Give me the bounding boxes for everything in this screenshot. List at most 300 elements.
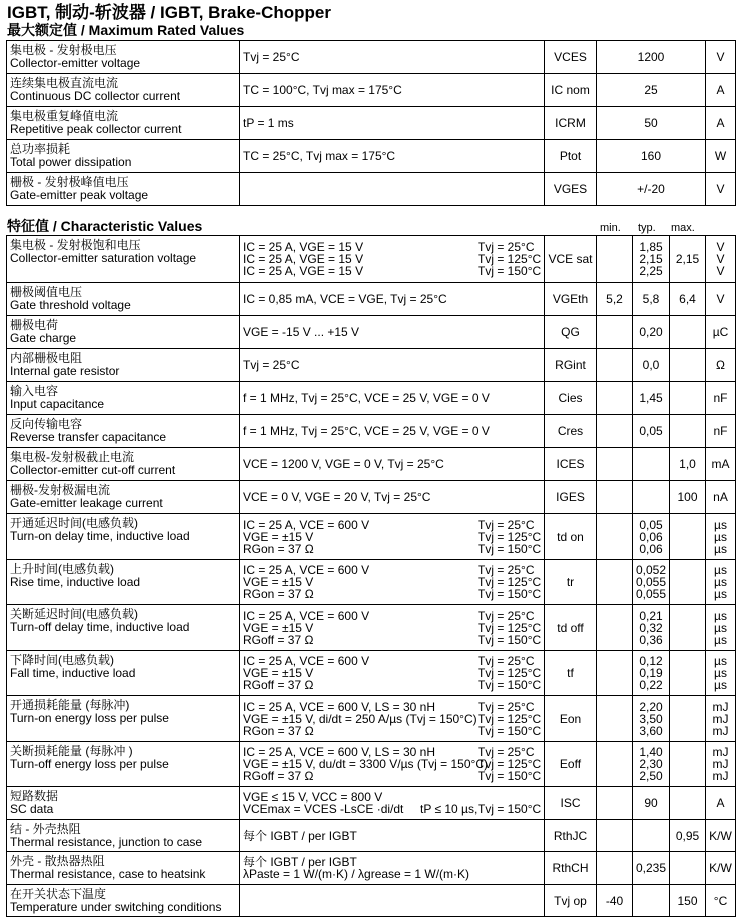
value-typ xyxy=(633,236,670,283)
cell-line: 0,12 xyxy=(639,654,663,668)
param-unit xyxy=(706,316,736,349)
param-name-cn: 栅极阈值电压 xyxy=(10,285,83,299)
cell-line xyxy=(670,359,705,371)
temperature-condition: Tvj = 25°C xyxy=(478,240,535,254)
param-name-en: Collector-emitter voltage xyxy=(10,56,141,70)
value-max xyxy=(670,885,706,917)
temperature-condition: Tvj = 125°C xyxy=(478,620,542,635)
cell-line: 0,22 xyxy=(639,678,663,692)
cell-line: 6,4 xyxy=(679,292,696,306)
param-description xyxy=(7,885,240,917)
value-typ xyxy=(633,605,670,651)
value-typ xyxy=(633,696,670,742)
cell-line: 0,05 xyxy=(639,424,663,438)
param-unit: A xyxy=(706,74,736,107)
cell-line: µs xyxy=(714,541,727,556)
param-unit xyxy=(706,283,736,316)
value-typ xyxy=(633,820,670,852)
param-name-cn: 下降时间(电感负载) xyxy=(10,653,114,667)
table-row xyxy=(7,140,736,173)
value-max xyxy=(670,415,706,448)
param-symbol: IGES xyxy=(545,481,597,514)
cell-line: mJ xyxy=(712,711,729,726)
temperature-condition: Tvj = 25°C xyxy=(478,654,535,668)
value-min xyxy=(597,481,633,514)
cell-line: mA xyxy=(711,457,730,471)
value-typ xyxy=(633,787,670,820)
table-row xyxy=(7,651,736,696)
value-min xyxy=(597,236,633,283)
param-unit xyxy=(706,742,736,787)
table-row xyxy=(7,382,736,415)
param-value: 1200 xyxy=(597,41,706,74)
value-min xyxy=(597,560,633,605)
table-row xyxy=(7,852,736,885)
param-name-en: Thermal resistance, junction to case xyxy=(10,835,203,849)
table-row xyxy=(7,448,736,481)
cell-line: 0,052 xyxy=(635,563,667,577)
condition-text: VGE = ±15 V, du/dt = 3300 V/µs (Tvj = 150°C) xyxy=(243,757,488,771)
condition-text: IC = 25 A, VGE = 15 V xyxy=(243,252,364,266)
param-description xyxy=(7,415,240,448)
value-typ xyxy=(633,852,670,885)
table-row xyxy=(7,605,736,651)
param-name-cn: 关断延迟时间(电感负载) xyxy=(10,607,138,621)
cell-line: V xyxy=(716,252,725,266)
param-unit xyxy=(706,236,736,283)
param-description xyxy=(7,236,240,283)
cell-line: °C xyxy=(713,893,728,908)
table-row xyxy=(7,236,736,283)
param-condition xyxy=(240,885,545,917)
cell-line xyxy=(597,392,632,404)
param-description xyxy=(7,514,240,560)
condition-line xyxy=(243,770,544,782)
table-row xyxy=(7,481,736,514)
cell-line: 1,0 xyxy=(679,457,696,471)
cell-line: 3,50 xyxy=(639,711,663,726)
param-unit: V xyxy=(706,173,736,206)
param-name-cn: 栅极-发射极漏电流 xyxy=(10,483,110,497)
value-max xyxy=(670,820,706,852)
param-condition xyxy=(240,560,545,605)
condition-text: VGE = ±15 V xyxy=(243,620,314,635)
param-symbol: VGEth xyxy=(545,283,597,316)
cell-line xyxy=(597,758,632,770)
param-description xyxy=(7,41,240,74)
value-max xyxy=(670,742,706,787)
param-symbol: tr xyxy=(545,560,597,605)
param-unit xyxy=(706,651,736,696)
value-max xyxy=(670,349,706,382)
table-row xyxy=(7,316,736,349)
param-symbol: Tvj op xyxy=(545,885,597,917)
param-name-en: Continuous DC collector current xyxy=(10,89,181,103)
condition-text: Tvj = 25°C xyxy=(243,358,300,372)
table-row xyxy=(7,349,736,382)
cell-line: mJ xyxy=(712,699,729,714)
cell-line: 1,40 xyxy=(639,745,663,759)
cell-line xyxy=(597,667,632,679)
cell-line: 5,2 xyxy=(606,292,623,306)
cell-line: mJ xyxy=(712,757,729,771)
value-min xyxy=(597,885,633,917)
cell-line xyxy=(597,425,632,437)
table-row xyxy=(7,107,736,140)
table-row xyxy=(7,74,736,107)
param-name-en: Total power dissipation xyxy=(10,155,132,169)
col-header-max: max. xyxy=(671,222,695,234)
condition-line xyxy=(243,359,544,371)
temperature-condition: Tvj = 125°C xyxy=(478,711,542,726)
param-condition xyxy=(240,382,545,415)
param-condition xyxy=(240,820,545,852)
param-description xyxy=(7,787,240,820)
char-section-title: 特征值 / Characteristic Values xyxy=(7,218,203,234)
param-name-en: Gate-emitter peak voltage xyxy=(10,188,149,202)
condition-text: RGoff = 37 Ω xyxy=(243,769,314,783)
condition-text: VCE = 1200 V, VGE = 0 V, Tvj = 25°C xyxy=(243,457,444,471)
cell-line: 0,0 xyxy=(642,358,660,372)
param-symbol: QG xyxy=(545,316,597,349)
param-value: +/-20 xyxy=(597,173,706,206)
cell-line: 0,21 xyxy=(639,608,663,623)
cell-line: 0,05 xyxy=(639,517,663,532)
cell-line xyxy=(597,576,632,588)
param-symbol: RthJC xyxy=(545,820,597,852)
param-name-en: Gate charge xyxy=(10,331,77,345)
param-condition: TC = 100°C, Tvj max = 175°C xyxy=(240,74,545,107)
param-description xyxy=(7,742,240,787)
cell-line: 0,95 xyxy=(675,828,700,843)
param-symbol: td off xyxy=(545,605,597,651)
param-condition xyxy=(240,316,545,349)
table-row xyxy=(7,514,736,560)
param-condition: tP = 1 ms xyxy=(240,107,545,140)
value-min xyxy=(597,852,633,885)
param-symbol: Cies xyxy=(545,382,597,415)
value-min xyxy=(597,820,633,852)
param-name-cn: 集电极 - 发射极饱和电压 xyxy=(10,238,141,252)
value-max xyxy=(670,382,706,415)
param-name-cn: 在开关状态下温度 xyxy=(10,887,107,901)
param-condition xyxy=(240,415,545,448)
cell-line xyxy=(633,491,669,503)
temperature-condition: Tvj = 25°C xyxy=(478,563,535,577)
condition-line xyxy=(243,725,544,737)
cell-line: nF xyxy=(713,391,728,405)
param-name-cn: 短路数据 xyxy=(10,789,59,803)
value-max xyxy=(670,283,706,316)
param-unit: A xyxy=(706,107,736,140)
characteristic-table xyxy=(6,235,736,917)
cell-line: µs xyxy=(714,563,727,577)
cell-line xyxy=(597,326,632,338)
cell-line: µs xyxy=(714,608,727,623)
condition-text: IC = 25 A, VCE = 600 V xyxy=(243,517,370,532)
temperature-condition: Tvj = 150°C xyxy=(478,769,542,783)
param-unit xyxy=(706,605,736,651)
param-condition xyxy=(240,283,545,316)
cell-line: µs xyxy=(714,678,727,692)
table-row xyxy=(7,173,736,206)
param-description xyxy=(7,382,240,415)
condition-text: IC = 25 A, VGE = 15 V xyxy=(243,264,364,278)
value-min xyxy=(597,787,633,820)
param-name-en: Repetitive peak collector current xyxy=(10,122,182,136)
cell-line: 100 xyxy=(677,490,698,504)
param-symbol: Ptot xyxy=(545,140,597,173)
cell-line xyxy=(670,713,705,725)
cell-line xyxy=(597,458,632,470)
table-row xyxy=(7,415,736,448)
param-name-cn: 关断损耗能量 (每脉冲 ) xyxy=(10,744,133,758)
param-unit xyxy=(706,820,736,852)
param-symbol: VGES xyxy=(545,173,597,206)
value-min xyxy=(597,651,633,696)
cell-line: 2,25 xyxy=(639,264,663,278)
temperature-condition: Tvj = 150°C xyxy=(478,678,542,692)
param-unit xyxy=(706,514,736,560)
condition-line xyxy=(243,543,544,555)
param-name-cn: 开通延迟时间(电感负载) xyxy=(10,516,138,530)
param-description xyxy=(7,140,240,173)
param-unit: W xyxy=(706,140,736,173)
param-name-en: Turn-on energy loss per pulse xyxy=(10,711,169,725)
param-unit xyxy=(706,560,736,605)
cell-line: 90 xyxy=(644,796,658,810)
param-name-cn: 内部栅极电阻 xyxy=(10,351,83,365)
param-name-cn: 结 - 外壳热阻 xyxy=(10,822,81,836)
value-typ xyxy=(633,448,670,481)
param-condition xyxy=(240,236,545,283)
cell-line xyxy=(670,758,705,770)
col-header-min: min. xyxy=(600,222,621,234)
condition-text: IC = 25 A, VCE = 600 V xyxy=(243,563,370,577)
cell-line xyxy=(670,425,705,437)
value-typ xyxy=(633,560,670,605)
cell-line: µs xyxy=(714,654,727,668)
param-symbol: ISC xyxy=(545,787,597,820)
param-description xyxy=(7,173,240,206)
value-min xyxy=(597,448,633,481)
param-name-en: Fall time, inductive load xyxy=(10,666,136,680)
param-name-cn: 栅极电荷 xyxy=(10,318,59,332)
param-symbol: VCES xyxy=(545,41,597,74)
param-unit xyxy=(706,415,736,448)
cell-line: 2,15 xyxy=(639,252,663,266)
cell-line: µs xyxy=(714,587,727,601)
condition-line xyxy=(243,425,544,437)
temperature-condition: Tvj = 25°C xyxy=(478,517,535,532)
value-min xyxy=(597,514,633,560)
value-max xyxy=(670,316,706,349)
value-min xyxy=(597,349,633,382)
table-row xyxy=(7,820,736,852)
param-description xyxy=(7,605,240,651)
table-row xyxy=(7,41,736,74)
param-unit xyxy=(706,349,736,382)
cell-line: 5,8 xyxy=(642,292,660,306)
cell-line: 2,50 xyxy=(639,769,663,783)
cell-line: 150 xyxy=(677,893,698,908)
condition-line xyxy=(243,803,544,815)
condition-line xyxy=(243,392,544,404)
param-condition xyxy=(240,742,545,787)
condition-line xyxy=(243,634,544,646)
param-unit xyxy=(706,885,736,917)
condition-line xyxy=(243,491,544,503)
cell-line xyxy=(670,576,705,588)
value-max xyxy=(670,514,706,560)
cell-line: A xyxy=(716,796,725,810)
param-symbol: VCE sat xyxy=(545,236,597,283)
param-name-cn: 输入电容 xyxy=(10,384,59,398)
table-row xyxy=(7,696,736,742)
condition-text: VGE = ±15 V xyxy=(243,666,314,680)
param-name-cn: 连续集电极直流电流 xyxy=(10,76,119,90)
temperature-condition: Tvj = 150°C xyxy=(478,802,542,816)
param-name-en: Rise time, inductive load xyxy=(10,575,141,589)
condition-text: 每个 IGBT / per IGBT xyxy=(243,855,357,869)
temperature-condition: Tvj = 125°C xyxy=(478,666,542,680)
col-header-typ: typ. xyxy=(638,222,656,234)
param-description xyxy=(7,696,240,742)
param-condition xyxy=(240,349,545,382)
param-name-en: SC data xyxy=(10,802,54,816)
cell-line: 1,85 xyxy=(639,240,663,254)
param-description xyxy=(7,107,240,140)
param-description xyxy=(7,560,240,605)
cell-line: µs xyxy=(714,620,727,635)
condition-line xyxy=(243,679,544,691)
cell-line: µs xyxy=(714,575,727,589)
cell-line: V xyxy=(716,240,725,254)
cell-line xyxy=(597,862,632,874)
param-name-cn: 开通损耗能量 (每脉冲) xyxy=(10,698,130,712)
temperature-condition: Tvj = 150°C xyxy=(478,632,542,647)
cell-line: µs xyxy=(714,517,727,532)
condition-line xyxy=(243,868,544,880)
cell-line xyxy=(597,253,632,265)
param-symbol: Eoff xyxy=(545,742,597,787)
value-min xyxy=(597,415,633,448)
cell-line xyxy=(597,531,632,543)
temperature-condition: Tvj = 150°C xyxy=(478,723,542,738)
cell-line: nA xyxy=(713,490,728,504)
value-max xyxy=(670,605,706,651)
param-value: 160 xyxy=(597,140,706,173)
cell-line: µC xyxy=(712,325,729,339)
temperature-condition: Tvj = 125°C xyxy=(478,252,542,266)
value-typ xyxy=(633,382,670,415)
param-description xyxy=(7,448,240,481)
cell-line: 0,32 xyxy=(639,620,663,635)
param-symbol: RthCH xyxy=(545,852,597,885)
value-typ xyxy=(633,885,670,917)
cell-line: 0,06 xyxy=(639,541,663,556)
param-unit xyxy=(706,696,736,742)
param-condition xyxy=(240,605,545,651)
value-typ xyxy=(633,651,670,696)
value-max xyxy=(670,560,706,605)
param-name-en: Turn-on delay time, inductive load xyxy=(10,529,190,543)
table-row xyxy=(7,283,736,316)
value-typ xyxy=(633,283,670,316)
value-typ xyxy=(633,349,670,382)
param-unit xyxy=(706,852,736,885)
cell-line: 0,055 xyxy=(635,587,667,601)
param-symbol: td on xyxy=(545,514,597,560)
param-name-cn: 集电极-发射极截止电流 xyxy=(10,450,134,464)
param-name-cn: 集电极重复峰值电流 xyxy=(10,109,119,123)
param-condition xyxy=(240,696,545,742)
param-name-cn: 外壳 - 散热器热阻 xyxy=(10,854,105,868)
cell-line xyxy=(597,359,632,371)
value-min xyxy=(597,283,633,316)
param-name-en: Collector-emitter saturation voltage xyxy=(10,251,197,265)
cell-line: Ω xyxy=(716,358,725,372)
condition-text: IC = 0,85 mA, VCE = VGE, Tvj = 25°C xyxy=(243,292,447,306)
value-typ xyxy=(633,316,670,349)
param-description xyxy=(7,481,240,514)
param-name-cn: 反向传输电容 xyxy=(10,417,83,431)
condition-text: RGon = 37 Ω xyxy=(243,587,314,601)
param-name-en: Turn-off delay time, inductive load xyxy=(10,620,190,634)
condition-text: VGE = ±15 V xyxy=(243,575,314,589)
condition-line xyxy=(243,326,544,338)
param-condition: TC = 25°C, Tvj max = 175°C xyxy=(240,140,545,173)
param-value: 25 xyxy=(597,74,706,107)
param-name-cn: 总功率损耗 xyxy=(10,142,71,156)
param-symbol: ICRM xyxy=(545,107,597,140)
cell-line: 2,20 xyxy=(639,699,663,714)
param-name-en: Collector-emitter cut-off current xyxy=(10,463,176,477)
condition-text: VGE = -15 V ... +15 V xyxy=(243,325,360,339)
temperature-condition: Tvj = 25°C xyxy=(478,745,535,759)
cell-line: 0,235 xyxy=(635,861,667,875)
cell-line: 0,20 xyxy=(639,325,663,339)
param-unit: V xyxy=(706,41,736,74)
pulse-condition: tP ≤ 10 µs, xyxy=(420,802,478,816)
cell-line xyxy=(633,458,669,470)
condition-text: RGon = 37 Ω xyxy=(243,541,314,556)
param-description xyxy=(7,852,240,885)
param-value: 50 xyxy=(597,107,706,140)
value-typ xyxy=(633,415,670,448)
value-min xyxy=(597,696,633,742)
max-section-title: 最大额定值 / Maximum Rated Values xyxy=(7,22,245,38)
value-min xyxy=(597,316,633,349)
temperature-condition: Tvj = 150°C xyxy=(478,541,542,556)
param-name-cn: 上升时间(电感负载) xyxy=(10,562,114,576)
param-condition xyxy=(240,448,545,481)
cell-line: V xyxy=(716,264,725,278)
condition-text: IC = 25 A, VCE = 600 V, LS = 30 nH xyxy=(243,699,436,714)
condition-text: VGE = ±15 V, di/dt = 250 A/µs (Tvj = 150°C) xyxy=(243,711,477,726)
param-name-en: Input capacitance xyxy=(10,397,105,411)
cell-line: µs xyxy=(714,666,727,680)
cell-line: 0,06 xyxy=(639,529,663,544)
param-symbol: tf xyxy=(545,651,597,696)
table-row xyxy=(7,742,736,787)
param-name-cn: 集电极 - 发射极电压 xyxy=(10,43,117,57)
value-max xyxy=(670,696,706,742)
condition-line xyxy=(243,830,544,842)
cell-line xyxy=(597,491,632,503)
cell-line xyxy=(670,326,705,338)
param-description xyxy=(7,74,240,107)
